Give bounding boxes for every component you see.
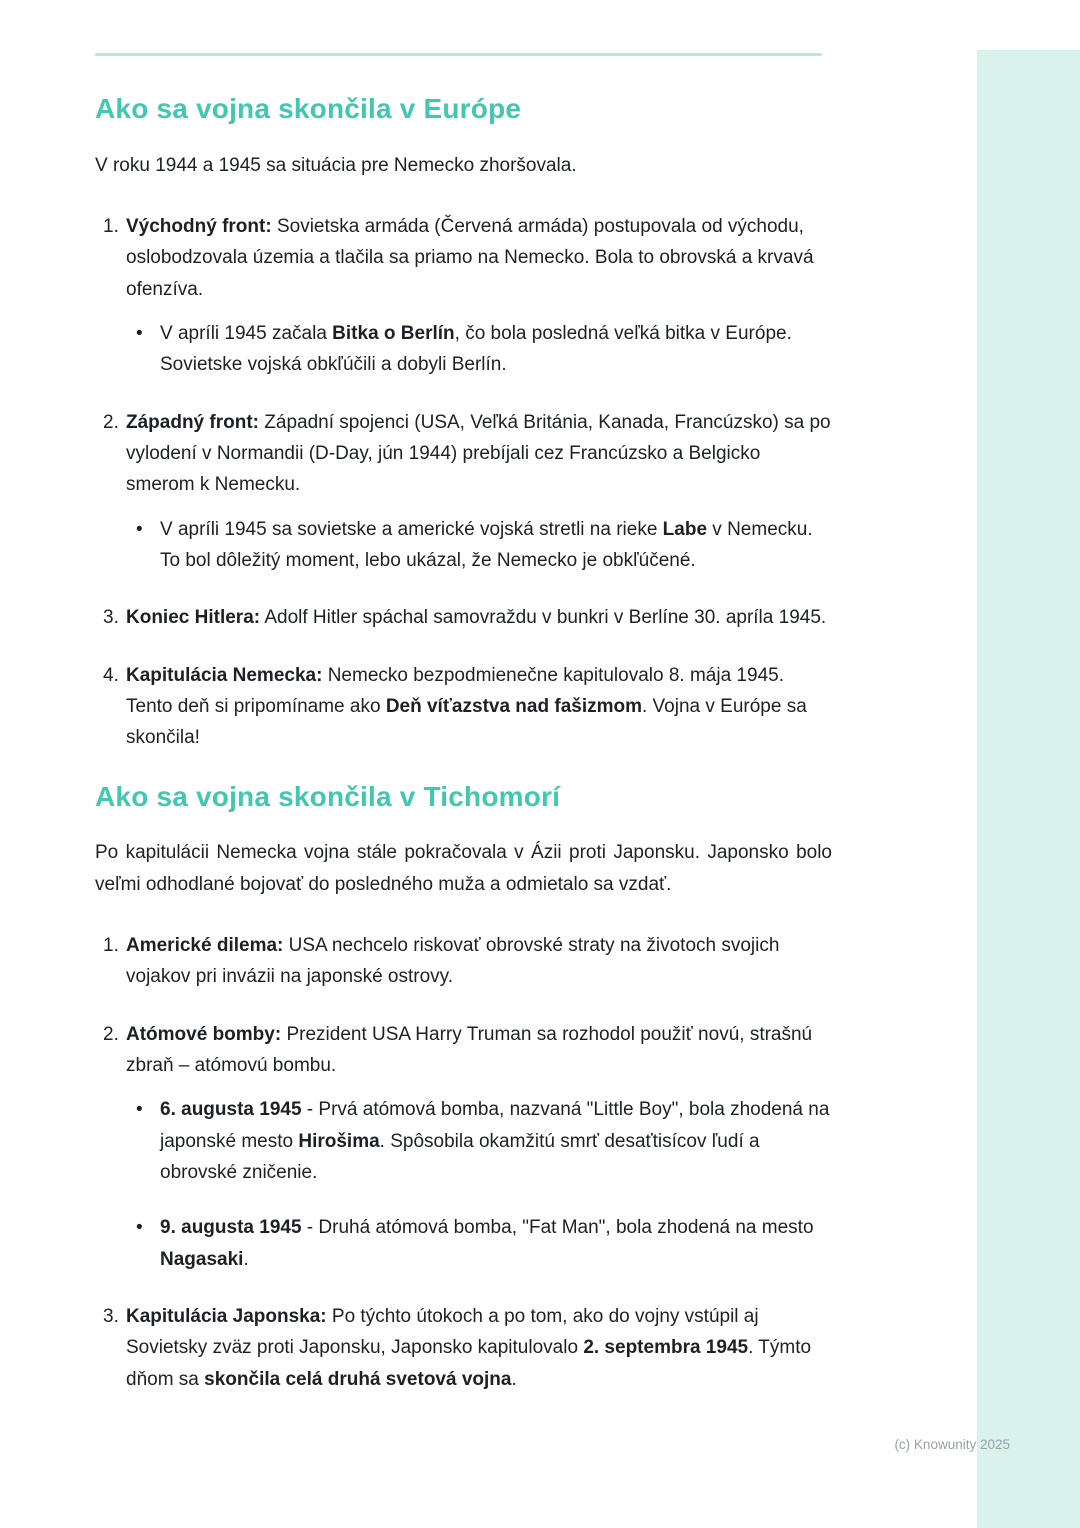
text: v Nemecku. To bol dôležitý moment, lebo ukázal, že Nemecko je obkľúčené. xyxy=(160,518,813,572)
numbered-list-pacific xyxy=(95,930,832,1395)
text: USA nechcelo riskovať obrovské straty na životoch svojich vojakov pri invázii na japonské ostrovy. xyxy=(126,935,780,988)
list-item-body xyxy=(126,211,832,381)
bold-text: Koniec Hitlera: xyxy=(126,607,261,629)
sub-bullet-item xyxy=(136,514,832,577)
list-item-body xyxy=(126,602,832,633)
bold-text: Hirošima xyxy=(298,1130,380,1152)
list-item-text xyxy=(126,211,832,305)
text: V apríli 1945 začala xyxy=(160,322,333,344)
intro-paragraph-europe: V roku 1944 a 1945 sa situácia pre Nemecko zhoršovala. xyxy=(95,154,577,176)
list-number: 3. xyxy=(103,1306,119,1328)
list-item-text xyxy=(126,1301,832,1395)
text: . Týmto dňom sa xyxy=(126,1337,812,1390)
bold-text: Východný front: xyxy=(126,215,272,237)
section-title-europe: Ako sa vojna skončila v Európe xyxy=(95,93,522,124)
text: Prezident USA Harry Truman sa rozhodol použiť novú, strašnú zbraň – atómovú bombu. xyxy=(126,1023,813,1077)
list-number: 3. xyxy=(103,607,119,629)
list-item-body xyxy=(126,407,832,577)
bold-text: 2. septembra 1945 xyxy=(583,1337,749,1359)
section-title-pacific: Ako sa vojna skončila v Tichomorí xyxy=(95,780,561,812)
sub-bullet-item xyxy=(136,318,832,381)
list-item-body xyxy=(126,930,832,993)
sub-bullet-text xyxy=(160,318,832,381)
list-item-germany-capitulation xyxy=(95,660,832,754)
sub-bullet-item-hiroshima xyxy=(136,1094,832,1188)
bold-text: 9. augusta 1945 xyxy=(160,1217,302,1239)
copyright-text: (c) Knowunity 2025 xyxy=(894,1437,1010,1452)
list-number: 2. xyxy=(103,1023,119,1045)
list-item-text xyxy=(126,660,832,754)
text: , čo bola posledná veľká bitka v Európe. Sovietske vojská obkľúčili a dobyli Berlín. xyxy=(160,322,792,376)
text: V apríli 1945 sa sovietske a americké vojská stretli na rieke xyxy=(160,518,663,540)
text: - Prvá atómová bomba, nazvaná "Little Boy", bola zhodená na japonské mesto xyxy=(160,1099,830,1152)
list-item-body xyxy=(126,1019,832,1275)
list-item-western-front xyxy=(95,407,832,577)
sub-bullet-text xyxy=(160,514,832,577)
bold-text: Labe xyxy=(662,518,708,540)
list-number: 4. xyxy=(103,664,119,686)
bold-text: 6. augusta 1945 xyxy=(160,1099,302,1121)
bold-text: Americké dilema: xyxy=(126,935,284,957)
intro-paragraph-pacific: Po kapitulácii Nemecka vojna stále pokračovala v Ázii proti Japonsku. Japonsko bolo veľmi odhodlané bojovať do posledného muža a odmietalo sa vzdať. xyxy=(95,842,832,895)
text: Sovietska armáda (Červená armáda) postupovala od východu, oslobodzovala územia a tlačila sa priamo na Nemecko. Bola to obrovská a krvavá ofenzíva. xyxy=(126,215,814,300)
bullet-marker: • xyxy=(136,1099,143,1121)
list-item-body xyxy=(126,660,832,754)
bold-text: Deň víťazstva nad fašizmom xyxy=(385,696,642,718)
text: Adolf Hitler spáchal samovraždu v bunkri v Berlíne 30. apríla 1945. xyxy=(260,607,827,629)
bold-text: Atómové bomby: xyxy=(126,1023,282,1045)
text: . xyxy=(243,1248,249,1270)
numbered-list-europe xyxy=(95,211,832,754)
text: Západní spojenci (USA, Veľká Británia, Kanada, Francúzsko) sa po vylodení v Normandii (D-Day, jún 1944) prebíjali cez Francúzsko a Belgicko smerom k Nemecku. xyxy=(126,411,831,496)
text: Nemecko bezpodmienečne kapitulovalo 8. mája 1945. Tento deň si pripomíname ako xyxy=(126,664,784,718)
list-item-atomic-bombs xyxy=(95,1019,832,1275)
list-number: 1. xyxy=(103,215,119,237)
list-item-text xyxy=(126,407,832,501)
bullet-marker: • xyxy=(136,518,143,540)
list-item-body xyxy=(126,1301,832,1395)
bullet-marker: • xyxy=(136,322,143,344)
top-accent-line xyxy=(95,53,822,56)
document-content xyxy=(95,92,832,1421)
bold-text: Bitka o Berlín xyxy=(332,322,455,344)
sub-bullet-item-nagasaki xyxy=(136,1212,832,1275)
text: Po týchto útokoch a po tom, ako do vojny vstúpil aj Sovietsky zväz proti Japonsku, Japonsko kapitulovalo xyxy=(126,1306,759,1359)
list-number: 1. xyxy=(103,935,119,957)
list-item-text xyxy=(126,930,832,993)
text: . Spôsobila okamžitú smrť desaťtisícov ľudí a obrovské zničenie. xyxy=(160,1130,760,1184)
text: . xyxy=(511,1368,517,1390)
list-item-text xyxy=(126,602,832,633)
list-item-eastern-front xyxy=(95,211,832,381)
list-item-text xyxy=(126,1019,832,1082)
bold-text: skončila celá druhá svetová vojna xyxy=(204,1368,512,1390)
text: - Druhá atómová bomba, "Fat Man", bola zhodená na mesto xyxy=(301,1217,814,1239)
bold-text: Kapitulácia Japonska: xyxy=(126,1306,327,1328)
bold-text: Nagasaki xyxy=(160,1248,244,1270)
list-number: 2. xyxy=(103,411,119,433)
bullet-marker: • xyxy=(136,1217,143,1239)
sub-bullet-text xyxy=(160,1212,832,1275)
right-accent-bar xyxy=(977,50,1080,1528)
list-item-japan-capitulation xyxy=(95,1301,832,1395)
list-item-hitler-end xyxy=(95,602,832,633)
bold-text: Kapitulácia Nemecka: xyxy=(126,664,323,686)
sub-bullet-text xyxy=(160,1094,832,1188)
list-item-american-dilemma xyxy=(95,930,832,993)
text: . Vojna v Európe sa skončila! xyxy=(126,696,807,749)
bold-text: Západný front: xyxy=(126,411,259,433)
